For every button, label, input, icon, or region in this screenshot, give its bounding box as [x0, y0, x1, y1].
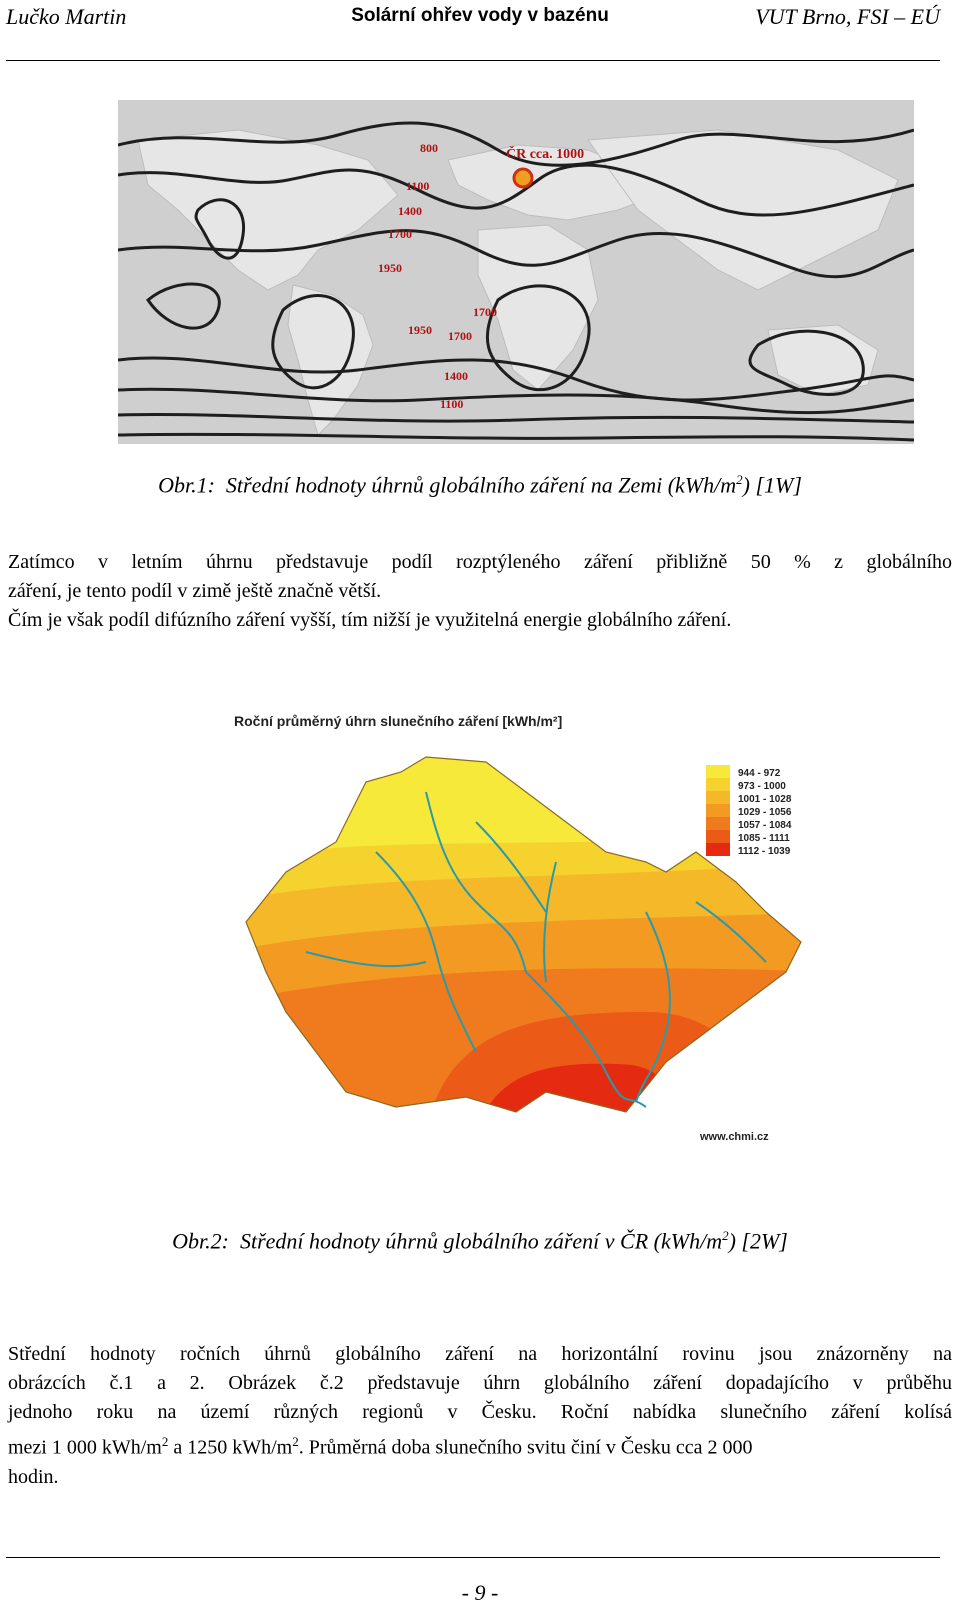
legend-swatch-1	[706, 765, 730, 778]
figure1-caption-sup: 2	[736, 472, 743, 487]
legend-swatch-5	[706, 817, 730, 830]
paragraph-2-line-4a: mezi 1 000 kWh/m	[8, 1436, 162, 1459]
paragraph-2-line-4b: a 1250 kWh/m	[168, 1436, 293, 1459]
paragraph-2	[8, 1340, 952, 1492]
world-map-svg	[118, 100, 914, 444]
header-author: Lučko Martin	[6, 4, 127, 29]
paragraph-2-sup-2: 2	[292, 1434, 299, 1449]
iso-label-1100a: 1100	[406, 179, 430, 193]
iso-label-1100b: 1100	[440, 397, 464, 411]
iso-label-1950a: 1950	[378, 261, 402, 275]
figure2-caption	[0, 1228, 960, 1254]
legend-swatch-4	[706, 804, 730, 817]
iso-label-800: 800	[420, 141, 438, 155]
legend	[706, 765, 792, 857]
page-number: - 9 -	[461, 1580, 499, 1605]
legend-label-1: 944 - 972	[738, 768, 781, 779]
figure2-caption-suffix: ) [2W]	[728, 1228, 788, 1254]
czech-map-svg	[226, 712, 846, 1172]
legend-label-6: 1085 - 1111	[738, 833, 790, 844]
figure2-caption-prefix: Obr.2:	[172, 1228, 229, 1254]
iso-label-cr: ČR cca. 1000	[506, 147, 585, 162]
header-title: Solární ohřev vody v bazénu	[351, 5, 609, 26]
paragraph-1-line-3: Čím je však podíl difúzního záření vyšší, tím nižší je využitelná energie globálního záření.	[8, 609, 732, 631]
iso-label-1400a: 1400	[398, 204, 422, 218]
header-rule	[6, 60, 940, 61]
iso-label-1950b: 1950	[408, 323, 432, 337]
paragraph-2-sup-1: 2	[161, 1434, 169, 1449]
czech-marker	[514, 169, 532, 187]
footer-rule	[6, 1557, 940, 1558]
legend-label-4: 1029 - 1056	[738, 807, 792, 818]
legend-swatch-7	[706, 843, 730, 856]
figure1-caption-prefix: Obr.1:	[158, 472, 215, 498]
iso-label-1700a: 1700	[388, 227, 412, 241]
iso-label-1700b: 1700	[473, 305, 497, 319]
legend-label-2: 973 - 1000	[738, 781, 786, 792]
figure1-caption-suffix: ) [1W]	[742, 472, 802, 498]
paragraph-1-line-1: Zatímco v letním úhrnu představuje podíl rozptýleného záření přibližně 50 % z globálního	[8, 551, 952, 573]
paragraph-1-line-2: záření, je tento podíl v zimě ještě značně větší.	[8, 580, 382, 602]
czech-irradiation-map	[226, 712, 846, 1172]
map-title: Roční průměrný úhrn slunečního záření [kWh/m²]	[234, 713, 563, 729]
paragraph-1	[8, 548, 952, 635]
figure2-caption-sup: 2	[722, 1228, 729, 1243]
legend-swatch-2	[706, 778, 730, 791]
map-source: www.chmi.cz	[700, 1131, 769, 1143]
paragraph-2-line-4	[8, 1427, 952, 1463]
legend-label-7: 1112 - 1039	[738, 846, 791, 857]
legend-label-3: 1001 - 1028	[738, 794, 792, 805]
iso-label-1700c: 1700	[448, 329, 472, 343]
paragraph-2-line-4c: . Průměrná doba slunečního svitu činí v Česku cca 2 000	[298, 1436, 753, 1459]
header-institution: VUT Brno, FSI – EÚ	[755, 4, 940, 29]
figure2-caption-text: Střední hodnoty úhrnů globálního záření v ČR (kWh/m	[239, 1228, 723, 1254]
world-irradiation-map	[118, 100, 914, 444]
page-header	[0, 0, 960, 62]
paragraph-2-line-1: Střední hodnoty ročních úhrnů globálního záření na horizontální rovinu jsou znázorněny na	[8, 1343, 952, 1365]
paragraph-2-line-5: hodin.	[8, 1465, 59, 1488]
figure1-caption-text: Střední hodnoty úhrnů globálního záření na Zemi (kWh/m	[225, 472, 737, 498]
figure1-caption	[0, 472, 960, 498]
iso-label-1400b: 1400	[444, 369, 468, 383]
legend-label-5: 1057 - 1084	[738, 820, 792, 831]
legend-swatch-3	[706, 791, 730, 804]
paragraph-2-line-2: obrázcích č.1 a 2. Obrázek č.2 představuje úhrn globálního záření dopadajícího v průběhu	[8, 1372, 952, 1394]
legend-swatch-6	[706, 830, 730, 843]
paragraph-2-line-3: jednoho roku na území různých regionů v Česku. Roční nabídka slunečního záření kolísá	[8, 1401, 952, 1423]
